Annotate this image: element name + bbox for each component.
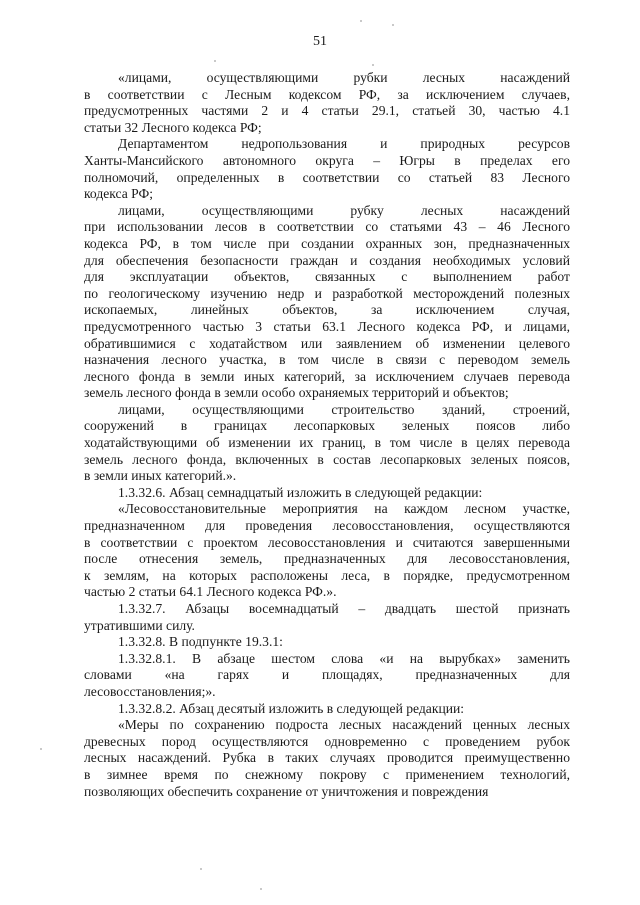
paragraph <box>84 136 570 202</box>
text-line: в земли иных категорий.». <box>84 468 237 484</box>
document-body <box>84 70 570 800</box>
text-line: частью 2 статьи 64.1 Лесного кодекса РФ.». <box>84 584 337 600</box>
text-line: после отнесения земель, предназначенных для лесовосстановления, <box>84 551 570 567</box>
scan-speck <box>200 868 202 870</box>
paragraph <box>84 203 570 402</box>
paragraph <box>84 701 570 718</box>
paragraph <box>84 485 570 502</box>
text-line: позволяющих обеспечить сохранение от уничтожения и повреждения <box>84 783 489 799</box>
paragraph <box>84 634 570 651</box>
scan-speck <box>392 24 394 26</box>
text-line: при использовании лесов в соответствии со статьями 43 – 46 Лесного <box>84 219 570 235</box>
text-line: земель лесного фонда в земли особо охраняемых территорий и объектов; <box>84 385 509 401</box>
text-line: лицами, осуществляющими строительство зданий, строений, <box>118 401 570 417</box>
text-line: кодекса РФ; <box>84 186 154 202</box>
text-line: в зимнее время по снежному покрову с применением технологий, <box>84 766 570 782</box>
text-line: Ханты-Мансийского автономного округа – Югры в пределах его <box>84 152 570 168</box>
text-line: к землям, на которых расположены леса, в порядке, предусмотренном <box>84 567 570 583</box>
text-line: сооружений в границах лесопарковых зеленых поясов либо <box>84 418 570 434</box>
text-line: словами «на гарях и площадях, предназначенных для <box>84 667 570 683</box>
scan-speck <box>360 20 362 22</box>
text-line: «Лесовосстановительные мероприятия на каждом лесном участке, <box>118 501 570 517</box>
text-line: кодекса РФ, в том числе при создании охранных зон, предназначенных <box>84 235 570 251</box>
text-line: лицами, осуществляющими рубку лесных насаждений <box>118 202 570 218</box>
paragraph <box>84 717 570 800</box>
text-line: предназначенном для проведения лесовосстановления, осуществляются <box>84 518 570 534</box>
text-line: лесных насаждений. Рубка в таких случаях проводится преимущественно <box>84 750 570 766</box>
paragraph <box>84 402 570 485</box>
page-number: 51 <box>313 34 327 49</box>
paragraph <box>84 601 570 634</box>
text-line: 1.3.32.8.2. Абзац десятый изложить в следующей редакции: <box>118 700 465 716</box>
text-line: утратившими силу. <box>84 617 195 633</box>
paragraph <box>84 501 570 601</box>
text-line: предусмотренных частями 2 и 4 статьи 29.1, статьей 30, частью 4.1 <box>84 103 570 119</box>
scan-speck <box>214 60 216 62</box>
text-line: лесовосстановления;». <box>84 683 216 699</box>
text-line: ходатайствующими об изменении их границ, в том числе в целях перевода <box>84 435 570 451</box>
text-line: Департаментом недропользования и природных ресурсов <box>118 136 570 152</box>
text-line: «лицами, осуществляющими рубки лесных насаждений <box>118 70 570 85</box>
text-line: 1.3.32.8. В подпункте 19.3.1: <box>118 634 283 650</box>
text-line: 1.3.32.8.1. В абзаце шестом слова «и на вырубках» заменить <box>118 650 570 666</box>
scan-speck <box>40 748 42 750</box>
text-line: 1.3.32.6. Абзац семнадцатый изложить в следующей редакции: <box>118 484 483 500</box>
text-line: полномочий, определенных в соответствии со статьей 83 Лесного <box>84 169 570 185</box>
scan-speck <box>372 64 374 66</box>
text-line: для обеспечения безопасности граждан и создания необходимых условий <box>84 252 570 268</box>
text-line: древесных пород осуществляются одновременно с проведением рубок <box>84 733 570 749</box>
text-line: предусмотренного частью 3 статьи 63.1 Лесного кодекса РФ, и лицами, <box>84 318 570 334</box>
paragraph <box>84 651 570 701</box>
scan-speck <box>260 888 262 890</box>
text-line: обратившимися с ходатайством или заявлением об изменении целевого <box>84 335 570 351</box>
text-line: в соответствии с Лесным кодексом РФ, за исключением случаев, <box>84 86 570 102</box>
text-line: 1.3.32.7. Абзацы восемнадцатый – двадцать шестой признать <box>118 601 570 616</box>
text-line: статьи 32 Лесного кодекса РФ; <box>84 119 262 135</box>
text-line: в соответствии с проектом лесовосстановления и считаются завершенными <box>84 534 570 550</box>
text-line: ископаемых, линейных объектов, за исключением случая, <box>84 302 570 318</box>
paragraph <box>84 70 570 136</box>
text-line: лесного фонда в земли иных категорий, за исключением случаев перевода <box>84 368 570 384</box>
text-line: «Меры по сохранению подроста лесных насаждений ценных лесных <box>118 717 570 733</box>
text-line: по геологическому изучению недр и разработкой месторождений полезных <box>84 285 570 301</box>
text-line: для эксплуатации объектов, связанных с выполнением работ <box>84 269 570 285</box>
text-line: назначения лесного участка, в том числе в связи с переводом земель <box>84 352 570 368</box>
text-line: земель лесного фонда, включенных в состав лесопарковых зеленых поясов, <box>84 451 570 467</box>
